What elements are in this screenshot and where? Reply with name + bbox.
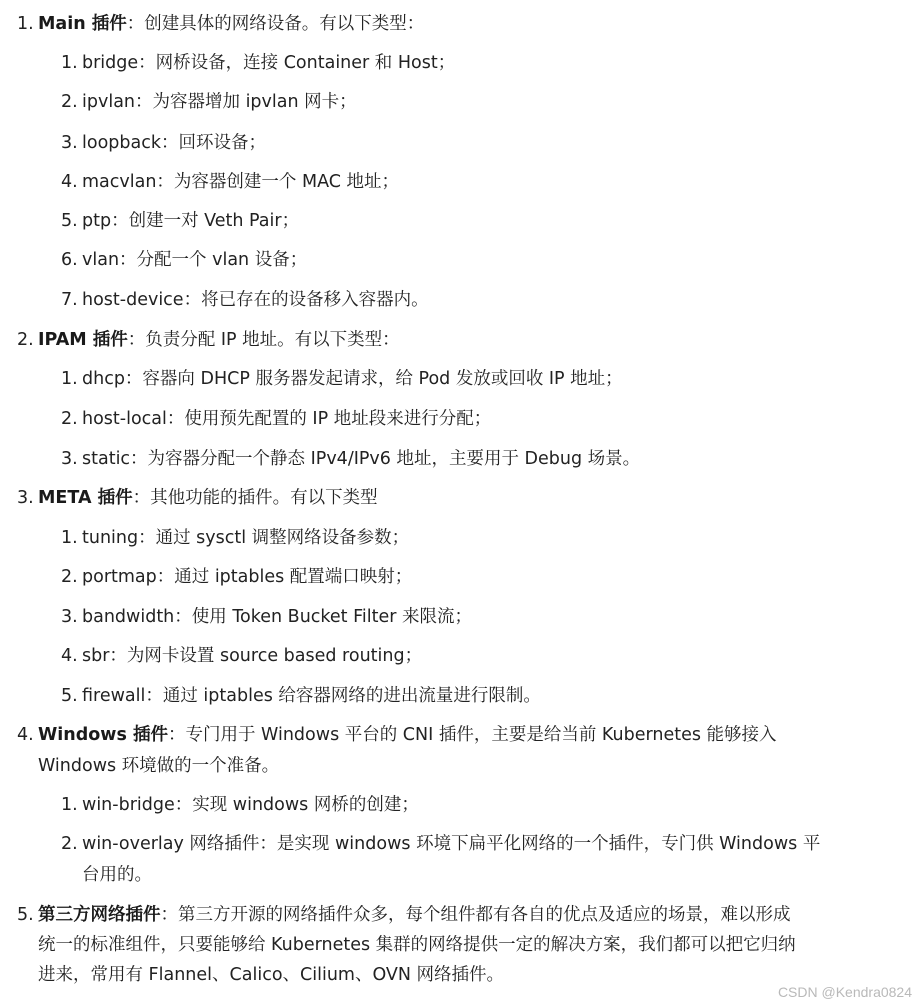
section-heading-text	[38, 327, 400, 353]
list-number: 1.	[17, 14, 34, 34]
list-item-text: win-overlay 网络插件：是实现 windows 环境下扁平化网络的一个插件，专门供 Windows 平	[82, 834, 821, 854]
list-number: 6.	[61, 250, 78, 270]
list-item-text: ptp：创建一对 Veth Pair；	[82, 211, 300, 231]
section-description: ：第三方开源的网络插件众多，每个组件都有各自的优点及适应的场景，难以形成	[160, 905, 791, 925]
section-description: ：负责分配 IP 地址。有以下类型：	[127, 330, 400, 350]
list-item-text: loopback：回环设备；	[82, 133, 266, 153]
section-heading-text	[38, 722, 777, 748]
list-number: 4.	[61, 172, 78, 192]
list-number: 3.	[61, 607, 78, 627]
section-title: Main 插件	[38, 14, 127, 34]
section-description: ：创建具体的网络设备。有以下类型：	[126, 14, 425, 34]
section-description: ：其他功能的插件。有以下类型	[132, 488, 378, 508]
section-description-continued: 统一的标准组件，只要能够给 Kubernetes 集群的网络提供一定的解决方案，我们都可以把它归纳	[38, 935, 796, 955]
list-item-text-continued: 台用的。	[82, 865, 152, 885]
list-item-text: vlan：分配一个 vlan 设备；	[82, 250, 308, 270]
list-item-text: firewall：通过 iptables 给容器网络的进出流量进行限制。	[82, 686, 541, 706]
section-description: ：专门用于 Windows 平台的 CNI 插件，主要是给当前 Kubernetes 能够接入	[168, 725, 777, 745]
list-item-text: dhcp：容器向 DHCP 服务器发起请求，给 Pod 发放或回收 IP 地址；	[82, 369, 623, 389]
list-item-text: sbr：为网卡设置 source based routing；	[82, 646, 423, 666]
list-item-text: ipvlan：为容器增加 ipvlan 网卡；	[82, 92, 357, 112]
list-number: 4.	[61, 646, 78, 666]
section-description-continued: 进来，常用有 Flannel、Calico、Cilium、OVN 网络插件。	[38, 965, 505, 985]
list-number: 5.	[61, 211, 78, 231]
list-number: 1.	[61, 528, 78, 548]
list-number: 3.	[61, 133, 78, 153]
section-title: Windows 插件	[38, 725, 168, 745]
list-item-text: win-bridge：实现 windows 网桥的创建；	[82, 795, 419, 815]
section-description-continued: Windows 环境做的一个准备。	[38, 756, 280, 776]
list-number: 3.	[17, 488, 34, 508]
list-item-text: host-device：将已存在的设备移入容器内。	[82, 290, 429, 310]
list-item-text: portmap：通过 iptables 配置端口映射；	[82, 567, 413, 587]
list-number: 1.	[61, 369, 78, 389]
list-number: 2.	[61, 834, 78, 854]
section-heading-text	[38, 902, 791, 928]
list-item-text: bridge：网桥设备，连接 Container 和 Host；	[82, 53, 456, 73]
section-heading-text	[38, 485, 378, 511]
list-number: 2.	[17, 330, 34, 350]
list-number: 1.	[61, 53, 78, 73]
list-number: 1.	[61, 795, 78, 815]
list-item-text: macvlan：为容器创建一个 MAC 地址；	[82, 172, 400, 192]
list-number: 2.	[61, 409, 78, 429]
list-item-text: tuning：通过 sysctl 调整网络设备参数；	[82, 528, 410, 548]
list-item-text: host-local：使用预先配置的 IP 地址段来进行分配；	[82, 409, 492, 429]
section-heading-text	[38, 11, 424, 37]
list-number: 2.	[61, 567, 78, 587]
list-item-text: bandwidth：使用 Token Bucket Filter 来限流；	[82, 607, 473, 627]
section-title: META 插件	[38, 488, 133, 508]
list-item-text: static：为容器分配一个静态 IPv4/IPv6 地址，主要用于 Debug 场景。	[82, 449, 641, 469]
section-title: 第三方网络插件	[38, 905, 161, 925]
watermark: CSDN @Kendra0824	[777, 984, 912, 1000]
section-title: IPAM 插件	[38, 330, 128, 350]
list-number: 4.	[17, 725, 34, 745]
list-number: 7.	[61, 290, 78, 310]
list-number: 2.	[61, 92, 78, 112]
list-number: 5.	[61, 686, 78, 706]
list-number: 3.	[61, 449, 78, 469]
list-number: 5.	[17, 905, 34, 925]
